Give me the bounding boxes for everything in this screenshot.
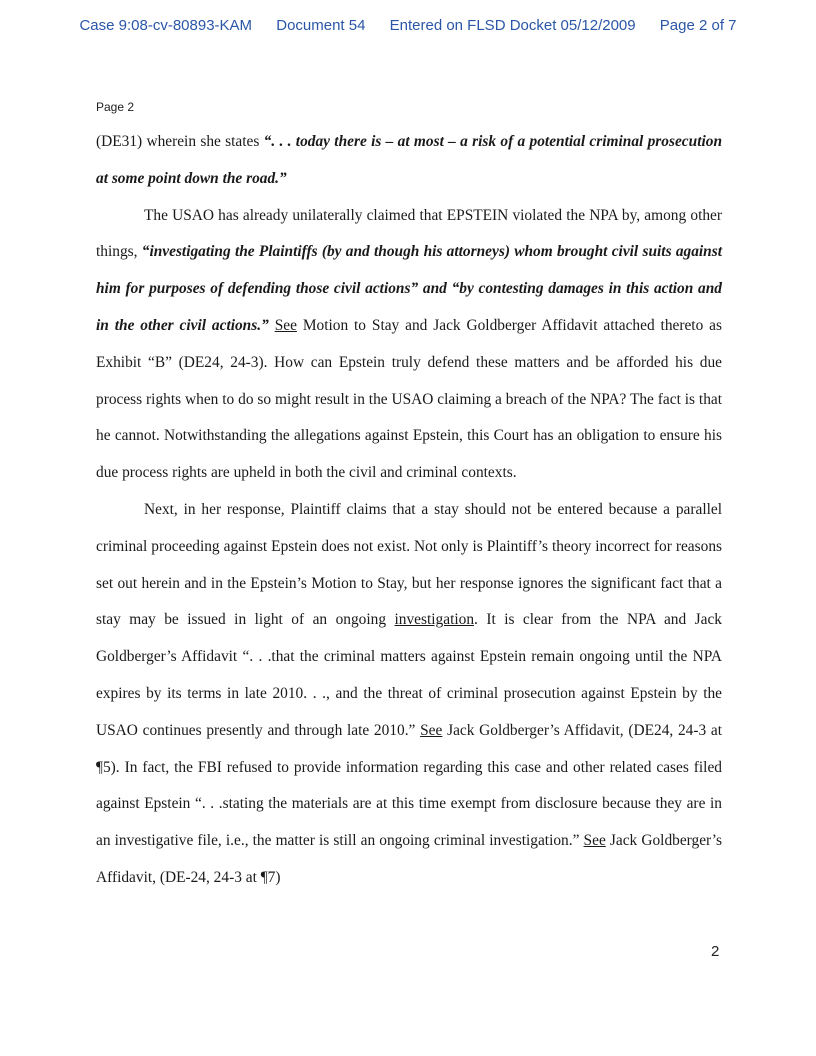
docket-entry: Entered on FLSD Docket 05/12/2009 [389,17,636,34]
page-label: Page 2 [96,100,135,114]
docket-header [0,17,816,34]
see-signal: See [583,832,606,850]
paragraph-2: The USAO has already unilaterally claimed that EPSTEIN violated the NPA by, among other things, “investigating the Plaintiffs (by and though his attorneys) whom brought civil suits against him for purposes of defending those civil actions” and “by contesting damages in this action and in the other civil actions.” See Motion to Stay and Jack Goldberger Affidavit attached thereto as Exhibit “B” (DE24, 24-3). How can Epstein truly defend these matters and be afforded his due process rights when to do so might result in the USAO claiming a breach of the NPA? The fact is that he cannot. Notwithstanding the allegations against Epstein, this Court has an obligation to ensure his due process rights are upheld in both the civil and criminal contexts. [96,206,723,482]
page-number: 2 [711,943,720,960]
document-body [96,124,722,897]
page-of: Page 2 of 7 [659,17,737,34]
paragraph-1: (DE31) wherein she states “. . . today there is – at most – a risk of a potential criminal prosecution at some point down the road.” [96,133,722,187]
case-number: Case 9:08-cv-80893-KAM [79,17,253,34]
paragraph-3: Next, in her response, Plaintiff claims that a stay should not be entered because a parallel criminal proceeding against Epstein does not exist. Not only is Plaintiff’s theory incorrect for reasons set out herein and in the Epstein’s Motion to Stay, but her response ignores the significant fact that a stay may be issued in light of an ongoing investigation. It is clear from the NPA and Jack Goldberger’s Affidavit “. . .that the criminal matters against Epstein remain ongoing until the NPA expires by its terms in late 2010. . ., and the threat of criminal prosecution against Epstein by the USAO continues presently and through late 2010.” See Jack Goldberger’s Affidavit, (DE24, 24-3 at ¶5). In fact, the FBI refused to provide information regarding this case and other related cases filed against Epstein “. . .stating the materials are at this time exempt from disclosure because they are in an investigative file, i.e., the matter is still an ongoing criminal investigation.” See Jack Goldberger’s Affidavit, (DE-24, 24-3 at ¶7) [96,500,723,886]
quote-emphasis: “. . . today there is – at most – a risk of a potential criminal prosecution at some point down the road.” [96,133,722,187]
underlined-term: investigation [394,611,475,629]
quote-emphasis: “investigating the Plaintiffs (by and though his attorneys) whom brought civil suits against him for purposes of defending those civil actions” and “by contesting damages in this action and in the other civil actions.” [96,243,723,334]
document-number: Document 54 [276,17,366,34]
see-signal: See [420,721,443,739]
see-signal: See [274,316,297,334]
